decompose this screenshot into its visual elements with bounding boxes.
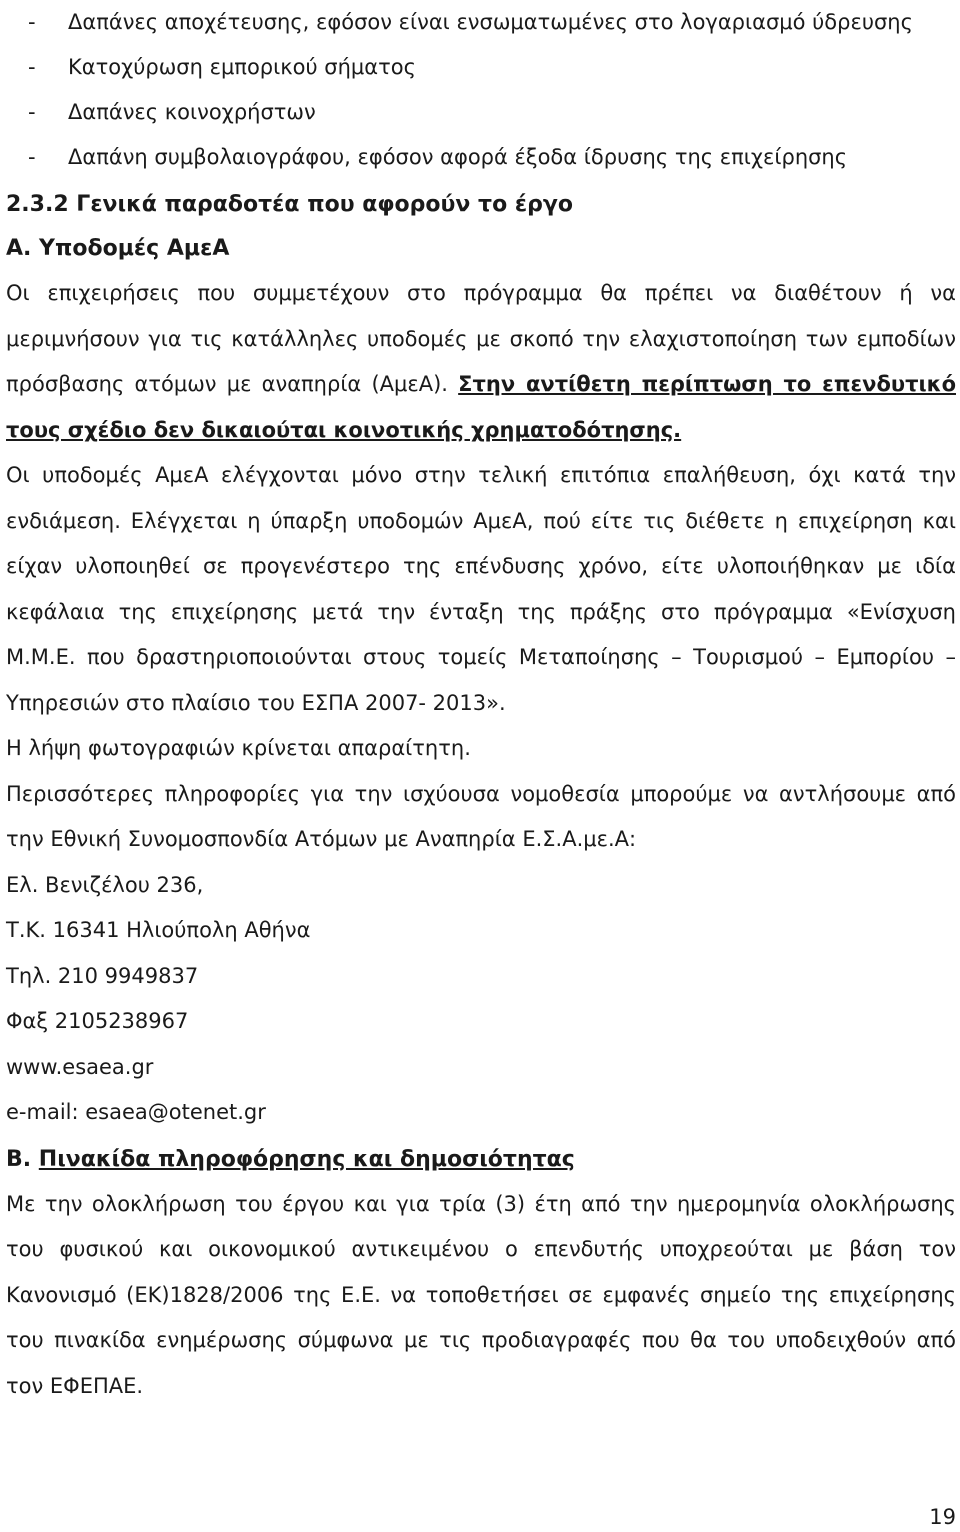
bullet-marker: - [28,145,36,169]
bullet-marker: - [28,55,36,79]
bullet-marker: - [28,10,36,34]
bullet-marker: - [28,100,36,124]
more-info-paragraph: Περισσότερες πληροφορίες για την ισχύουσα νομοθεσία μπορούμε να αντλήσουμε από την Εθνική Συνομοσπονδία Ατόμων με Αναπηρία Ε.Σ.Α.με.Α: [6,781,956,851]
bullet-item [6,135,956,180]
subsection-a-heading: Α. Υποδομές ΑμεΑ [6,236,230,261]
contact-phone: Τηλ. 210 9949837 [6,963,199,988]
bullet-text: Δαπάνη συμβολαιογράφου, εφόσον αφορά έξοδα ίδρυσης της επιχείρησης [68,145,848,169]
subsection-b-heading [6,1138,956,1182]
expense-bullet-list [6,0,956,180]
verification-paragraph: Οι υποδομές ΑμεΑ ελέγχονται μόνο στην τελική επιτόπια επαλήθευση, όχι κατά την ενδιάμεση. Ελέγχεται η ύπαρξη υποδομών ΑμεΑ, πού είτε τις διέθετε η επιχείρηση και είχαν υλοποιηθεί σε προγενέστερο της επένδυσης χρόνο, είτε υλοποιήθηκαν με ιδία κεφάλαια της επιχείρησης μετά την ένταξη της πράξης στο πρόγραμμα «Ενίσχυση Μ.Μ.Ε. που δραστηριοποιούνται στους τομείς Μεταποίησης – Τουρισμού – Εμπορίου – Υπηρεσιών στο πλαίσιο του ΕΣΠΑ 2007- 2013». [6,463,956,715]
subsection-b-title: Πινακίδα πληροφόρησης και δημοσιότητας [38,1146,575,1172]
bullet-text: Δαπάνες αποχέτευσης, εφόσον είναι ενσωματωμένες στο λογαριασμό ύδρευσης [68,10,913,34]
section-heading: 2.3.2 Γενικά παραδοτέα που αφορούν το έργο [6,192,573,217]
bullet-text: Κατοχύρωση εμπορικού σήματος [68,55,416,79]
contact-website: www.esaea.gr [6,1054,154,1079]
funding-warning: Στην αντίθετη περίπτωση το επενδυτικό τους σχέδιο δεν δικαιούται κοινοτικής χρηματοδότησης. [6,372,956,442]
document-page [6,0,956,1409]
contact-postal: Τ.Κ. 16341 Ηλιούπολη Αθήνα [6,918,311,942]
subsection-b-prefix: Β. [6,1146,39,1172]
bullet-item [6,0,956,45]
contact-fax: Φαξ 2105238967 [6,1009,189,1033]
contact-block [6,863,956,1136]
bullet-item [6,90,956,135]
bullet-item [6,45,956,90]
accessibility-paragraph [6,271,956,453]
signage-paragraph: Με την ολοκλήρωση του έργου και για τρία (3) έτη από την ημερομηνία ολοκλήρωσης του φυσικού και οικονομικού αντικειμένου ο επενδυτής υποχρεούται με βάση τον Κανονισμό (ΕΚ)1828/2006 της Ε.Ε. να τοποθετήσει σε εμφανές σημείο της επιχείρησης του πινακίδα ενημέρωσης σύμφωνα με τις προδιαγραφές που θα του υποδειχθούν από τον ΕΦΕΠΑΕ. [6,1191,956,1398]
bullet-text: Δαπάνες κοινοχρήστων [68,100,316,124]
photo-requirement: Η λήψη φωτογραφιών κρίνεται απαραίτητη. [6,736,471,760]
accessibility-text: Οι επιχειρήσεις που συμμετέχουν στο πρόγραμμα θα πρέπει να διαθέτουν ή να μεριμνήσουν για τις κατάλληλες υποδομές με σκοπό την ελαχιστοποίηση των εμποδίων πρόσβασης ατόμων με αναπηρία (ΑμεΑ). [6,281,956,396]
contact-address: Ελ. Βενιζέλου 236, [6,872,204,897]
contact-email: e-mail: esaea@otenet.gr [6,1100,266,1124]
page-number: 19 [929,1505,956,1529]
